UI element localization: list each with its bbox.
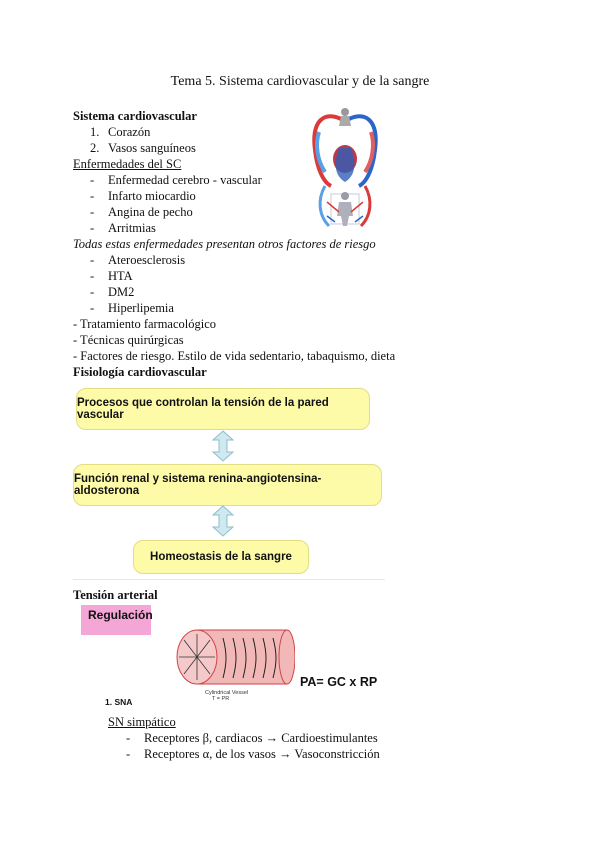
cylindrical-vessel-diagram (175, 628, 295, 690)
list-item: HTA (108, 269, 133, 283)
bullet-dash: - (90, 301, 95, 315)
double-arrow-icon (211, 505, 235, 537)
process-box-1: Procesos que controlan la tensión de la pared vascular (76, 388, 370, 430)
list-item: Infarto miocardio (108, 189, 196, 203)
list-item: Angina de pecho (108, 205, 193, 219)
bullet-dash: - (90, 269, 95, 283)
bullet-dash: - (126, 747, 131, 761)
process-box-3: Homeostasis de la sangre (133, 540, 309, 574)
page-title: Tema 5. Sistema cardiovascular y de la sangre (170, 74, 430, 89)
list-item: Arritmias (108, 221, 156, 235)
double-arrow-icon (211, 430, 235, 462)
section-heading-tension: Tensión arterial (73, 588, 158, 602)
receptor-item: Receptores β, cardiacos → Cardioestimulantes (144, 731, 378, 745)
list-item: Corazón (108, 125, 151, 139)
treatment-line: - Técnicas quirúrgicas (73, 333, 184, 347)
process-box-2: Función renal y sistema renina-angiotensina-aldosterona (73, 464, 382, 506)
bullet-dash: - (90, 221, 95, 235)
bullet-dash: - (90, 285, 95, 299)
regulacion-label: Regulación (81, 605, 151, 635)
treatment-line: - Factores de riesgo. Estilo de vida sedentario, tabaquismo, dieta (73, 349, 396, 363)
list-number: 1. (90, 125, 100, 139)
list-item: Enfermedad cerebro - vascular (108, 173, 262, 187)
list-item: DM2 (108, 285, 135, 299)
bullet-dash: - (126, 731, 131, 745)
bullet-dash: - (90, 253, 95, 267)
bullet-dash: - (90, 189, 95, 203)
receptor-item: Receptores α, de los vasos → Vasoconstricción (144, 747, 380, 761)
factores-intro: Todas estas enfermedades presentan otros factores de riesgo (73, 237, 376, 251)
sn-simpatico-heading: SN simpático (108, 715, 176, 729)
bullet-dash: - (90, 173, 95, 187)
list-number: 2. (90, 141, 100, 155)
pa-formula: PA= GC x RP (300, 675, 378, 689)
section-heading-sc: Sistema cardiovascular (73, 109, 197, 123)
circulation-diagram (305, 104, 385, 230)
list-item: Vasos sanguíneos (108, 141, 196, 155)
vessel-caption: T = PR (212, 696, 230, 702)
treatment-line: - Tratamiento farmacológico (73, 317, 217, 331)
list-item: Ateroesclerosis (108, 253, 186, 267)
vessel-caption: Cylindrical Vessel (205, 690, 249, 696)
sna-label: 1. SNA (105, 697, 133, 707)
section-heading-fisiologia: Fisiología cardiovascular (73, 365, 207, 379)
list-item: Hiperlipemia (108, 301, 174, 315)
bullet-dash: - (90, 205, 95, 219)
section-heading-enfermedades: Enfermedades del SC (73, 157, 182, 171)
divider (73, 579, 385, 580)
